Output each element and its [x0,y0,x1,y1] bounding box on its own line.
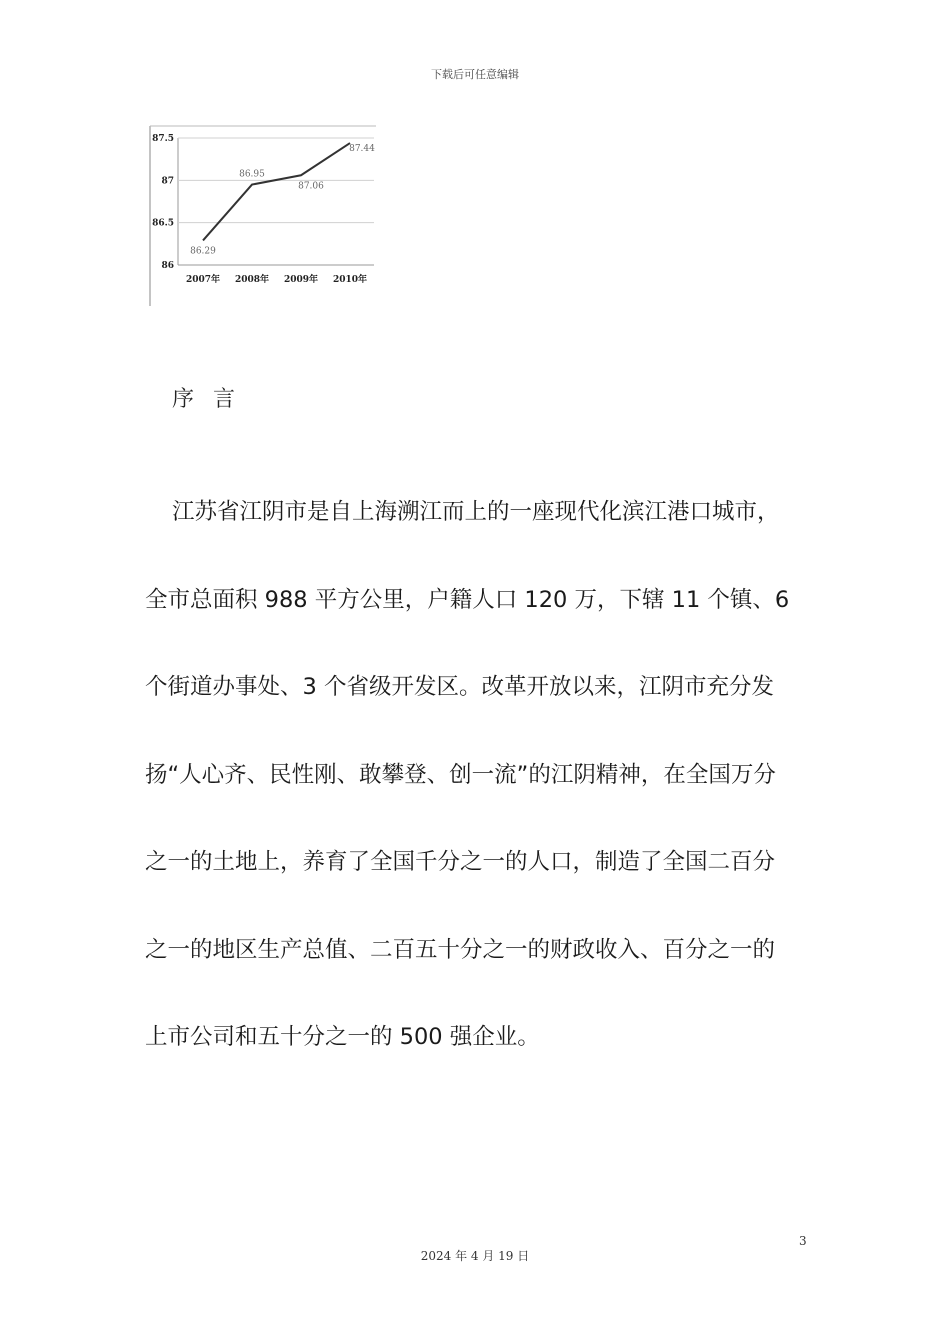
page-header: 下载后可任意编辑 [431,68,519,81]
chart-svg [146,124,378,308]
data-label: 86.95 [239,169,265,180]
y-tick-label: 86.5 [152,218,174,229]
x-tick-label: 2010年 [332,275,368,285]
data-label: 87.06 [298,181,324,192]
y-tick-label: 87 [161,176,174,187]
line-chart [146,124,378,308]
y-tick-label: 87.5 [152,134,174,144]
page-number: 3 [799,1234,807,1248]
data-label: 87.44 [349,144,375,155]
footer-date: 2024 年 4 月 19 日 [420,1249,530,1263]
series-line [203,143,350,240]
y-tick-label: 86 [161,261,174,271]
data-label: 86.29 [190,246,216,257]
body-text [145,469,795,1082]
x-tick-label: 2009年 [283,275,319,285]
x-tick-label: 2007年 [185,275,221,285]
body-paragraph: 江苏省江阴市是自上海溯江而上的一座现代化滨江港口城市，全市总面积 988 平方公里，户籍人口 120 万，下辖 11 个镇、6 个街道办事处、3 个省级开发区。改革开放以来，江阴市充分发扬“人心齐、民性刚、敢攀登、创一流”的江阴精神，在全国万分之一的土地上，养育了全国千分之一的人口，制造了全国二百分之一的地区生产总值、二百五十分之一的财政收入、百分之一的上市公司和五十分之一的 500 强企业。 [145,499,790,1050]
section-title: 序 言 [172,387,241,412]
x-tick-label: 2008年 [234,275,270,285]
